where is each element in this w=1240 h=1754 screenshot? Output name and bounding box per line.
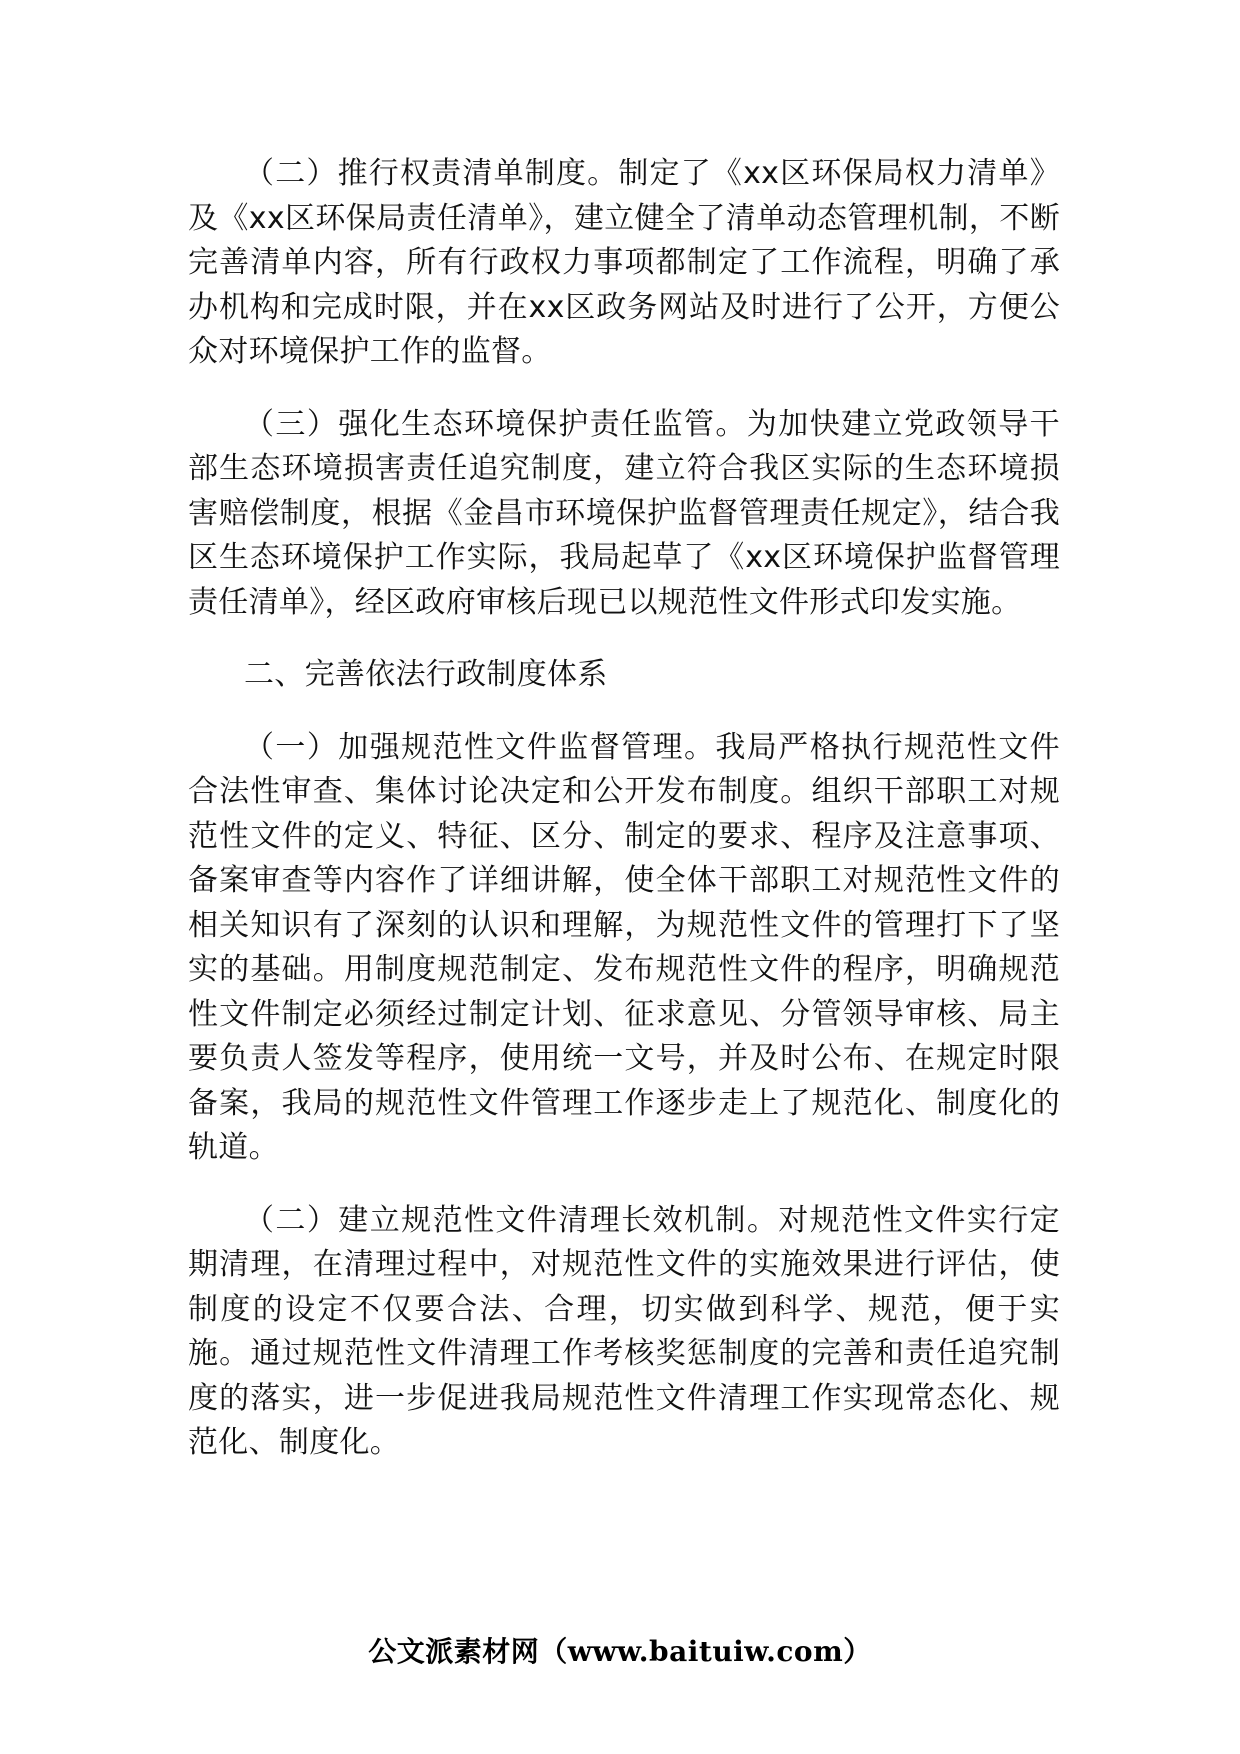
section-heading: 二、完善依法行政制度体系 xyxy=(244,657,608,692)
paragraph-responsibility-list: （二）推行权责清单制度。制定了《xx区环保局权力清单》及《xx区环保局责任清单》，建立健全了清单动态管理机制，不断完善清单内容，所有行政权力事项都制定了工作流程，明确了承办机构和完成时限，并在xx区政务网站及时进行了公开，方便公众对环境保护工作的监督。 xyxy=(188,156,1060,369)
paragraph-normative-document-cleanup: （二）建立规范性文件清理长效机制。对规范性文件实行定期清理，在清理过程中，对规范性文件的实施效果进行评估，使制度的设定不仅要合法、合理，切实做到科学、规范，便于实施。通过规范性文件清理工作考核奖惩制度的完善和责任追究制度的落实，进一步促进我局规范性文件清理工作实现常态化、规范化、制度化。 xyxy=(188,1202,1060,1460)
paragraph-ecological-supervision: （三）强化生态环境保护责任监管。为加快建立党政领导干部生态环境损害责任追究制度，建立符合我区实际的生态环境损害赔偿制度，根据《金昌市环境保护监督管理责任规定》，结合我区生态环境保护工作实际，我局起草了《xx区环境保护监督管理责任清单》，经区政府审核后现已以规范性文件形式印发实施。 xyxy=(188,406,1060,620)
paragraph-normative-document-management: （一）加强规范性文件监督管理。我局严格执行规范性文件合法性审查、集体讨论决定和公开发布制度。组织干部职工对规范性文件的定义、特征、区分、制定的要求、程序及注意事项、备案审查等内容作了详细讲解，使全体干部职工对规范性文件的相关知识有了深刻的认识和理解，为规范性文件的管理打下了坚实的基础。用制度规范制定、发布规范性文件的程序，明确规范性文件制定必须经过制定计划、征求意见、分管领导审核、局主要负责人签发等程序，使用统一文号，并及时公布、在规定时限备案，我局的规范性文件管理工作逐步走上了规范化、制度化的轨道。 xyxy=(188,729,1060,1165)
document-body xyxy=(188,152,1060,1494)
page-footer-watermark: 公文派素材网（www.baituiw.com） xyxy=(368,1635,872,1668)
